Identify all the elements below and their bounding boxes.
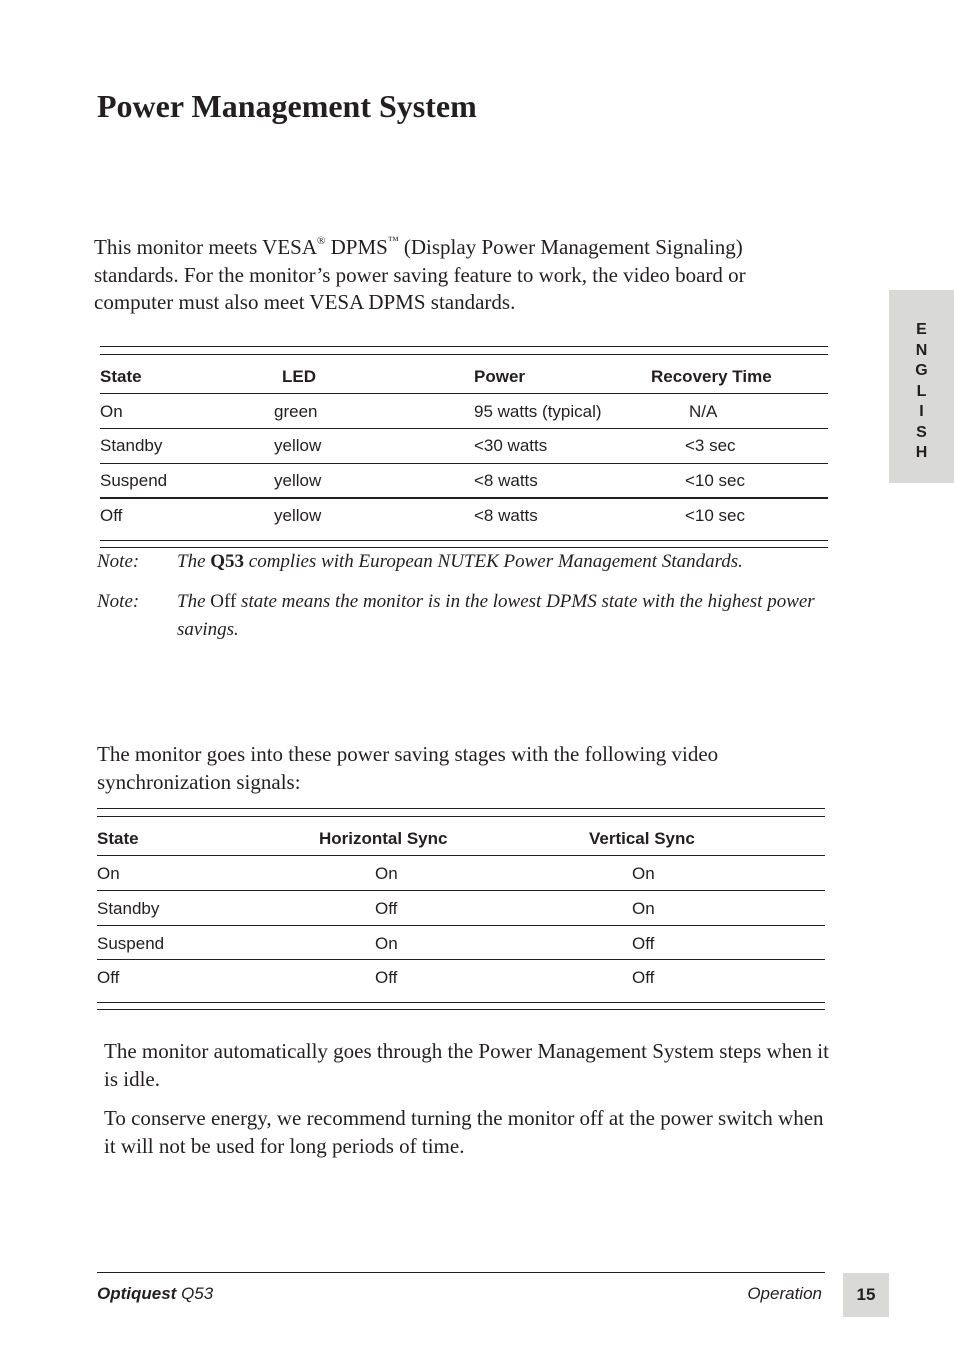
table-cell: yellow <box>274 471 322 490</box>
table-cell: <3 sec <box>685 436 736 455</box>
model-name: Q53 <box>210 551 245 572</box>
note-text: The Off state means the monitor is in the lowest DPMS state with the highest power savings. <box>177 591 815 640</box>
table-cell: Standby <box>97 899 160 918</box>
table-cell: Off <box>97 968 120 987</box>
table-cell: <10 sec <box>685 471 746 490</box>
table-rule <box>100 354 828 355</box>
table-rule <box>97 855 825 856</box>
page-title: Power Management System <box>97 88 477 124</box>
table-rule <box>100 393 828 394</box>
note-label: Note: <box>97 591 140 612</box>
table-cell: On <box>632 864 655 883</box>
table-rule <box>97 890 825 891</box>
table-cell: On <box>375 934 398 953</box>
table-cell: Suspend <box>97 934 165 953</box>
table-cell: yellow <box>274 506 322 525</box>
table-rule <box>97 816 825 817</box>
column-header-state: State <box>100 367 142 386</box>
table-cell: Off <box>100 506 123 525</box>
page-number: 15 <box>843 1273 889 1317</box>
table-cell: 95 watts (typical) <box>474 402 602 421</box>
table-cell: <30 watts <box>474 436 548 455</box>
brand-name: Optiquest <box>97 1284 177 1303</box>
table-rule <box>100 497 828 499</box>
column-header-led: LED <box>282 367 316 386</box>
table-cell: <10 sec <box>685 506 746 525</box>
table-cell: Off <box>375 899 398 918</box>
closing-paragraph-conserve: To conserve energy, we recommend turning the monitor off at the power switch when it will not be used for long periods of time. <box>104 1106 824 1158</box>
language-label: E N G L I S H <box>915 321 928 461</box>
table-cell: Off <box>632 968 655 987</box>
table-cell: N/A <box>689 402 718 421</box>
table-rule <box>97 959 825 960</box>
table-cell: Off <box>375 968 398 987</box>
column-header-power: Power <box>474 367 526 386</box>
note-text: The Q53 complies with European NUTEK Power Management Standards. <box>177 551 743 572</box>
table-cell: On <box>100 402 123 421</box>
state-name: Off <box>210 591 237 612</box>
footer-brand <box>97 1284 213 1304</box>
sync-intro-paragraph: The monitor goes into these power saving stages with the following video synchronization signals: <box>97 742 719 794</box>
table-cell: Off <box>632 934 655 953</box>
column-header-vertical-sync: Vertical Sync <box>589 829 695 848</box>
closing-paragraph-idle: The monitor automatically goes through the Power Management System steps when it is idle. <box>104 1039 829 1091</box>
column-header-state: State <box>97 829 139 848</box>
model-label: Q53 <box>176 1284 214 1303</box>
trademark-mark: ™ <box>387 235 399 247</box>
language-side-tab <box>889 290 954 483</box>
table-rule <box>97 808 825 809</box>
intro-paragraph: This monitor meets VESA® DPMS™ (Display Power Management Signaling) standards. For the monitor’s power saving feature to work, the video board or computer must also meet VESA DPMS standards. <box>94 235 746 314</box>
table-rule <box>100 346 828 347</box>
column-header-horizontal-sync: Horizontal Sync <box>319 829 448 848</box>
table-cell: <8 watts <box>474 506 538 525</box>
power-state-table <box>100 346 828 550</box>
note-label: Note: <box>97 551 140 572</box>
column-header-recovery-time: Recovery Time <box>651 367 772 386</box>
table-rule <box>100 428 828 429</box>
sync-signal-table <box>97 808 825 1012</box>
table-cell: green <box>274 402 318 421</box>
footer-section-name: Operation <box>747 1284 822 1303</box>
table-cell: On <box>375 864 398 883</box>
table-rule <box>100 463 828 464</box>
table-cell: yellow <box>274 436 322 455</box>
registered-mark: ® <box>317 235 326 247</box>
table-rule <box>97 925 825 926</box>
table-rule <box>97 1009 825 1010</box>
table-cell: On <box>97 864 120 883</box>
table-cell: On <box>632 899 655 918</box>
table-cell: <8 watts <box>474 471 538 490</box>
table-cell: Standby <box>100 436 163 455</box>
footer-rule <box>97 1272 825 1273</box>
table-rule <box>100 540 828 541</box>
table-rule <box>97 1002 825 1003</box>
table-cell: Suspend <box>100 471 168 490</box>
